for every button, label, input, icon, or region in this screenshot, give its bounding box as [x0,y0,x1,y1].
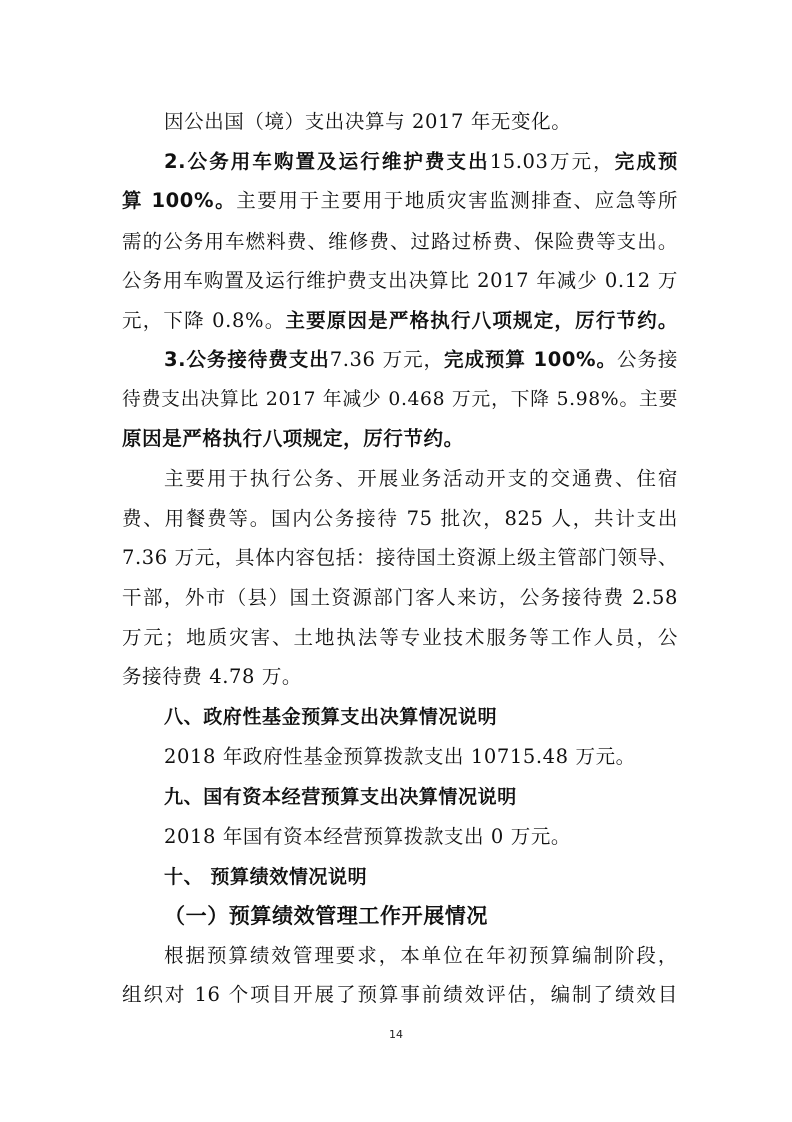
paragraph-line [164,147,678,177]
bold-text: 完成预 [614,150,679,173]
text: 2018 年国有资本经营预算拨款支出 0 万元。 [164,825,572,848]
paragraph-line [164,941,678,971]
paragraph-line [122,186,678,216]
text: 待费支出决算比 2017 年减少 0.468 万元，下降 5.98%。主要 [122,389,678,410]
section-heading-9 [164,782,678,812]
bold-text: 原因是严格执行八项规定，厉行节约。 [122,427,464,450]
paragraph-line [164,107,678,137]
text: 费、用餐费等。国内公务接待 75 批次，825 人，共计支出 [122,507,678,530]
paragraph-line [164,464,678,494]
bold-text: 算 100%。 [122,189,237,212]
paragraph-line [122,385,678,415]
bold-text: 主要原因是严格执行八项规定，厉行节约。 [285,309,678,332]
page-number: 14 [389,1028,403,1041]
heading-text: （一）预算绩效管理工作开展情况 [164,904,488,928]
text: 元，下降 0.8%。 [122,309,286,332]
text: 公务接 [617,348,678,371]
text: 7.36 万元，具体内容包括：接待国土资源上级主管部门领导、 [122,546,678,569]
paragraph-line [122,662,678,692]
text: 根据预算绩效管理要求，本单位在年初预算编制阶段， [164,944,678,967]
text: 需的公务用车燃料费、维修费、过路过桥费、保险费等支出。 [122,230,678,253]
paragraph-line [122,623,678,653]
paragraph-line [164,345,678,375]
bold-text: 完成预算 100%。 [444,348,617,371]
text: 主要用于主要用于地质灾害监测排查、应急等所 [236,189,679,212]
heading-text: 九、国有资本经营预算支出决算情况说明 [164,786,517,808]
text: 2018 年政府性基金预算拨款支出 10715.48 万元。 [164,745,636,768]
section-heading-8 [164,702,678,732]
paragraph-line [122,980,678,1010]
subsection-heading [164,901,678,931]
paragraph-line [122,583,678,613]
bold-heading-text: 2.公务用车购置及运行维护费支出 [164,150,490,173]
paragraph-line [164,742,678,772]
text: 因公出国（境）支出决算与 2017 年无变化。 [164,110,572,133]
paragraph-line [122,504,678,534]
heading-text: 八、政府性基金预算支出决算情况说明 [164,706,498,728]
text: 务接待费 4.78 万。 [122,665,303,688]
text: 主要用于执行公务、开展业务活动开支的交通费、住宿 [164,467,678,490]
paragraph-line [122,227,678,257]
paragraph-line [122,306,678,336]
section-heading-10 [164,862,678,892]
heading-text: 十、 预算绩效情况说明 [164,866,368,888]
paragraph-line [122,266,678,296]
text: 万元；地质灾害、土地执法等专业技术服务等工作人员，公 [122,626,678,649]
paragraph-line [122,543,678,573]
text: 公务用车购置及运行维护费支出决算比 2017 年减少 0.12 万 [122,269,678,292]
text: 干部，外市（县）国土资源部门客人来访，公务接待费 2.58 [122,586,678,609]
text: 15.03万元， [489,150,615,173]
bold-heading-text: 3.公务接待费支出 [164,348,330,371]
paragraph-line [122,424,678,454]
text: 7.36 万元， [329,348,445,371]
text: 组织对 16 个项目开展了预算事前绩效评估，编制了绩效目 [122,983,678,1006]
paragraph-line [164,822,678,852]
